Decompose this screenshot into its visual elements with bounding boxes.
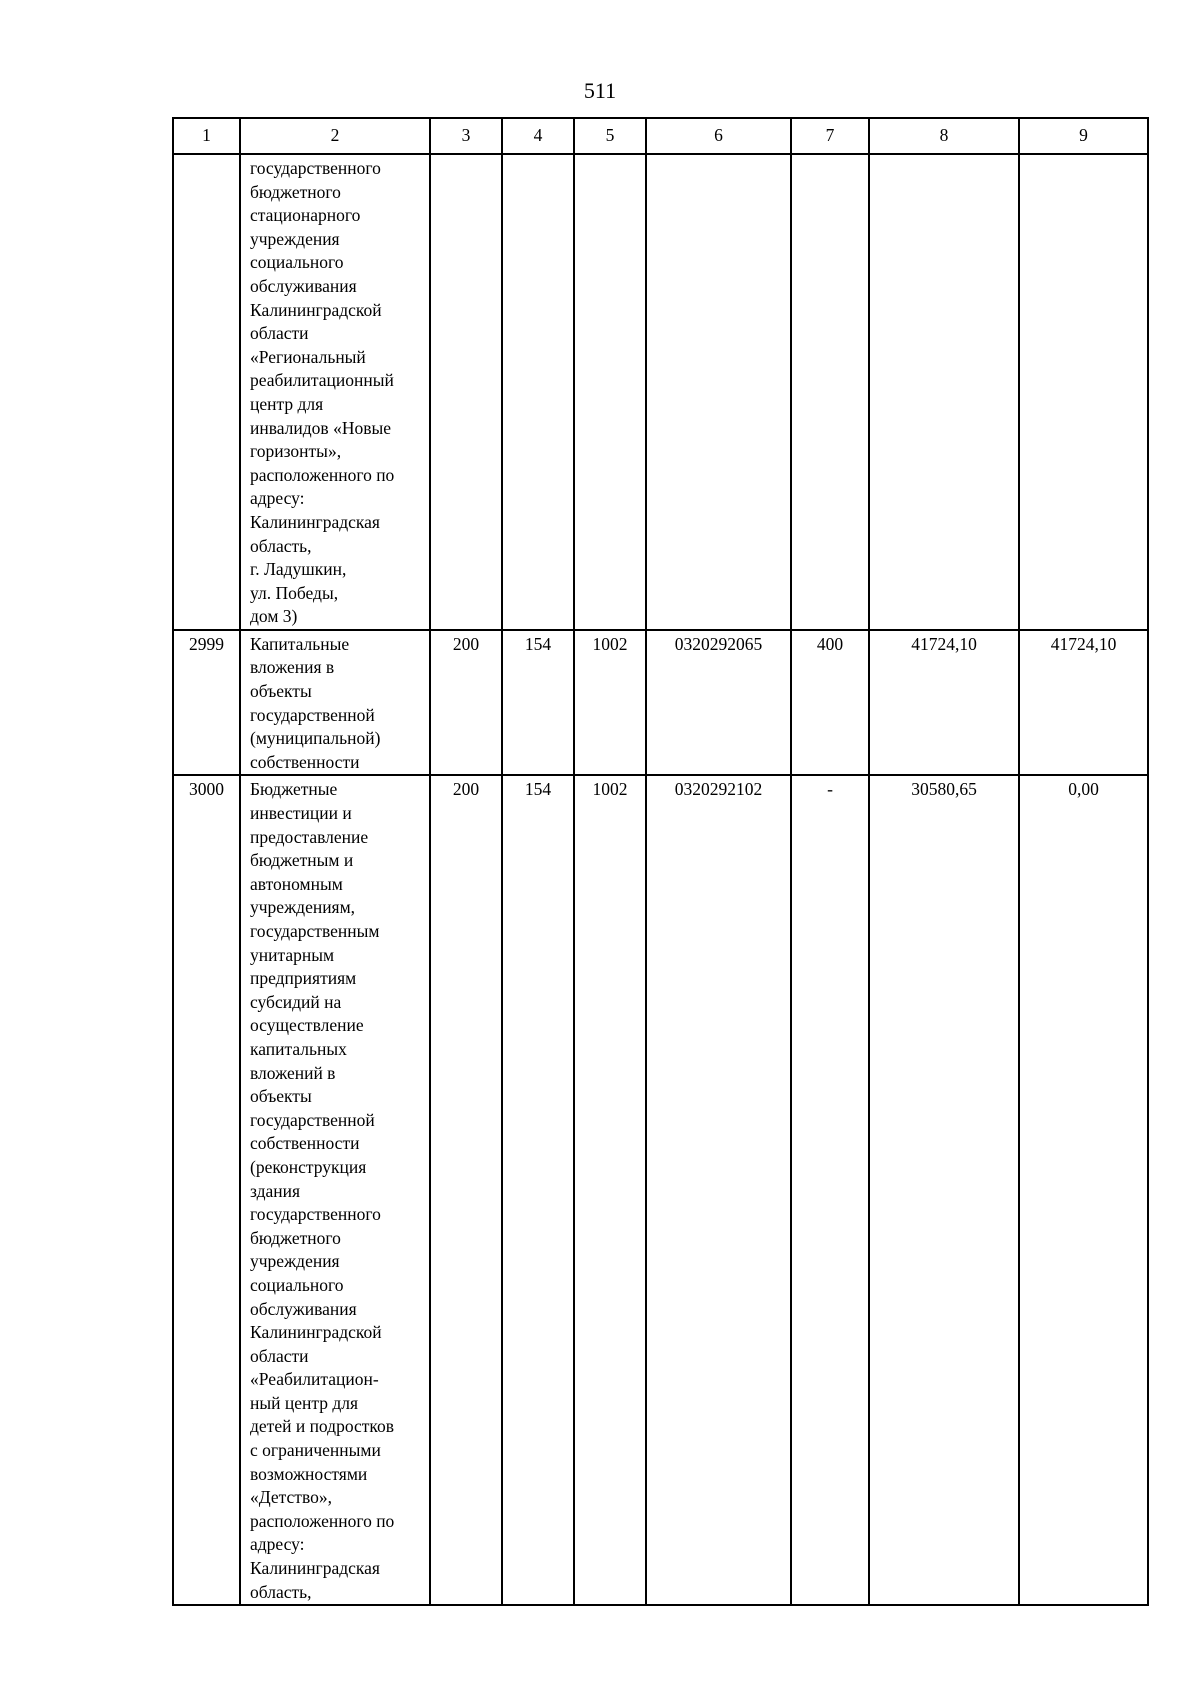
description-line: объекты	[250, 1086, 312, 1107]
description-cell	[240, 154, 430, 630]
page-number: 511	[583, 78, 617, 103]
table-header-row	[173, 118, 1148, 154]
description-line: горизонты»,	[250, 441, 342, 462]
description-line: унитарным	[250, 944, 335, 965]
cell-col4: 154	[502, 630, 574, 776]
description-line: адресу:	[250, 488, 305, 509]
column-header-8: 8	[869, 118, 1019, 154]
description-line: расположенного по	[250, 464, 395, 485]
cell-col6: 0320292065	[646, 630, 791, 776]
cell-col5: 1002	[574, 775, 646, 1605]
description-line: государственным	[250, 921, 380, 941]
cell-col9	[1019, 154, 1148, 630]
description-line: стационарного	[250, 205, 361, 226]
description-line: собственности	[250, 751, 360, 772]
cell-col9: 41724,10	[1019, 630, 1148, 776]
description-line: центр для	[250, 393, 324, 414]
description-line: автономным	[250, 873, 343, 894]
column-header-5: 5	[574, 118, 646, 154]
description-line: осуществление	[250, 1015, 364, 1036]
cell-col8	[869, 154, 1019, 630]
description-line: детей и подростков	[250, 1416, 395, 1437]
description-line: учреждениям,	[250, 897, 356, 918]
description-line: вложения в	[250, 657, 335, 678]
description-line: области	[250, 323, 309, 344]
description-line: Калининградская	[250, 511, 380, 532]
description-line: с ограниченными	[250, 1440, 381, 1461]
description-line: здания	[250, 1180, 301, 1201]
description-line: реабилитационный	[250, 370, 394, 391]
description-line: (реконструкция	[250, 1156, 367, 1177]
description-line: г. Ладушкин,	[250, 559, 347, 580]
description-cell	[240, 775, 430, 1605]
budget-table	[172, 117, 1149, 1606]
description-line: Калининградской	[250, 1322, 382, 1343]
column-header-4: 4	[502, 118, 574, 154]
description-line: обслуживания	[250, 275, 357, 296]
description-line: собственности	[250, 1133, 360, 1154]
description-line: государственного	[250, 1204, 381, 1225]
description-line: государственной	[250, 704, 375, 725]
cell-col5	[574, 154, 646, 630]
description-line: (муниципальной)	[250, 728, 381, 749]
description-line: области	[250, 1345, 309, 1366]
description-line: бюджетным и	[250, 850, 354, 871]
description-line: бюджетного	[250, 1227, 341, 1248]
description-line: «Региональный	[250, 346, 366, 367]
cell-col8: 30580,65	[869, 775, 1019, 1605]
description-line: государственного	[250, 158, 381, 178]
description-line: Калининградская	[250, 1558, 380, 1579]
cell-col6: 0320292102	[646, 775, 791, 1605]
description-cell	[240, 630, 430, 776]
description-line: предприятиям	[250, 968, 357, 989]
cell-col3	[430, 154, 502, 630]
cell-col3: 200	[430, 630, 502, 776]
column-header-1: 1	[173, 118, 240, 154]
description-line: объекты	[250, 681, 312, 702]
description-line: социального	[250, 1274, 344, 1295]
description-line: дом 3)	[250, 606, 298, 627]
cell-col4	[502, 154, 574, 630]
cell-col8: 41724,10	[869, 630, 1019, 776]
cell-col7	[791, 154, 869, 630]
cell-col7: -	[791, 775, 869, 1605]
cell-col6	[646, 154, 791, 630]
table-row	[173, 630, 1148, 776]
row-number-cell	[173, 154, 240, 630]
cell-col3: 200	[430, 775, 502, 1605]
row-number-cell: 3000	[173, 775, 240, 1605]
table-row	[173, 775, 1148, 1605]
description-line: инвестиции и	[250, 803, 352, 824]
row-number-cell: 2999	[173, 630, 240, 776]
cell-col4: 154	[502, 775, 574, 1605]
description-line: бюджетного	[250, 181, 341, 202]
description-line: учреждения	[250, 228, 340, 249]
description-line: социального	[250, 252, 344, 273]
description-line: ный центр для	[250, 1392, 359, 1413]
description-line: ул. Победы,	[250, 582, 339, 603]
description-line: расположенного по	[250, 1510, 395, 1531]
column-header-2: 2	[240, 118, 430, 154]
column-header-6: 6	[646, 118, 791, 154]
description-line: «Реабилитацион-	[250, 1369, 379, 1390]
description-line: инвалидов «Новые	[250, 417, 391, 438]
description-line: адресу:	[250, 1534, 305, 1555]
description-line: предоставление	[250, 826, 369, 847]
description-line: «Детство»,	[250, 1487, 332, 1508]
description-line: Бюджетные	[250, 779, 338, 800]
description-line: Капитальные	[250, 633, 350, 654]
description-line: государственной	[250, 1109, 375, 1130]
description-line: капитальных	[250, 1038, 347, 1059]
description-line: субсидий на	[250, 991, 342, 1012]
description-line: вложений в	[250, 1062, 336, 1083]
description-line: Калининградской	[250, 299, 382, 320]
description-line: учреждения	[250, 1251, 340, 1272]
cell-col7: 400	[791, 630, 869, 776]
column-header-7: 7	[791, 118, 869, 154]
column-header-3: 3	[430, 118, 502, 154]
cell-col5: 1002	[574, 630, 646, 776]
description-line: обслуживания	[250, 1298, 357, 1319]
description-line: область,	[250, 535, 312, 556]
cell-col9: 0,00	[1019, 775, 1148, 1605]
column-header-9: 9	[1019, 118, 1148, 154]
description-line: область,	[250, 1581, 312, 1602]
description-line: возможностями	[250, 1463, 368, 1484]
table-row	[173, 154, 1148, 630]
